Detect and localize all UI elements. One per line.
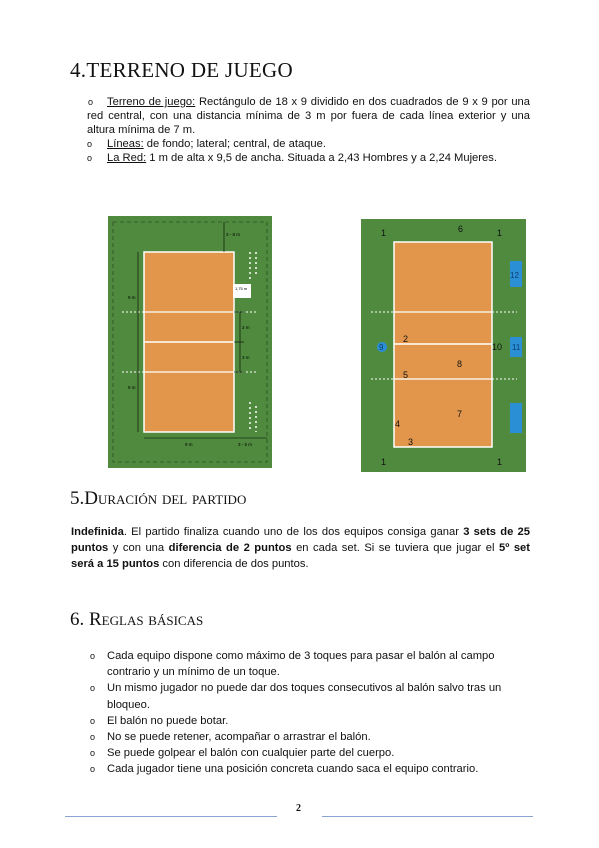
text-segment: con diferencia de dos puntos. bbox=[159, 558, 309, 570]
list-item bbox=[87, 95, 530, 137]
text-segment: y con una bbox=[108, 542, 169, 554]
corner-label: 1 bbox=[497, 457, 503, 467]
width-label: 9 m bbox=[185, 442, 193, 447]
list-item bbox=[87, 137, 530, 151]
item-label: Líneas: bbox=[107, 138, 144, 150]
bottom-free-label: 3 - 5 m bbox=[238, 442, 253, 447]
footer-divider-left bbox=[65, 816, 277, 817]
rule-text: No se puede retener, acompañar o arrastrar el balón. bbox=[107, 731, 371, 744]
position-label: 8 bbox=[457, 359, 463, 369]
corner-label: 1 bbox=[497, 228, 503, 238]
bold-term: diferencia de 2 puntos bbox=[168, 542, 292, 554]
list-item bbox=[90, 761, 530, 777]
bullet-o: o bbox=[90, 748, 96, 759]
basic-rules-list bbox=[90, 648, 530, 778]
position-label: 10 bbox=[492, 342, 503, 352]
position-label: 3 bbox=[408, 437, 414, 447]
list-item bbox=[90, 713, 530, 729]
rule-text: Un mismo jugador no puede dar dos toques consecutivos al balón salvo tras un bloqueo. bbox=[107, 682, 502, 711]
bullet-o: o bbox=[90, 732, 96, 743]
bullet-o: o bbox=[90, 715, 96, 726]
position-label: 12 bbox=[510, 271, 519, 280]
list-item bbox=[87, 151, 530, 165]
list-item bbox=[90, 648, 530, 680]
page-number: 2 bbox=[296, 803, 301, 814]
item-text: Rectángulo de 18 x 9 dividido en dos cuadrados de 9 x 9 por una red central, con una distancia mínima de 3 m por fuera de cada línea exterior y una altura mínima de 7 m. bbox=[87, 96, 530, 136]
field-rules-list bbox=[87, 95, 530, 165]
half-top-label: 9 m bbox=[128, 295, 136, 300]
list-item bbox=[90, 729, 530, 745]
bullet-o: o bbox=[88, 97, 94, 107]
attack-label-2: 3 m bbox=[242, 355, 250, 360]
corner-label: 1 bbox=[381, 228, 387, 238]
section-4-title: 4.TERRENO DE JUEGO bbox=[70, 58, 293, 82]
position-label: 6 bbox=[458, 224, 464, 234]
section-5-title: 5.Duración del partido bbox=[70, 488, 247, 509]
corner-label: 1 bbox=[381, 457, 387, 467]
list-item bbox=[90, 680, 530, 712]
position-label: 11 bbox=[512, 343, 521, 352]
footer-divider-right bbox=[322, 816, 533, 817]
half-bottom-label: 9 m bbox=[128, 385, 136, 390]
position-label: 7 bbox=[457, 409, 463, 419]
court-positions-diagram bbox=[361, 219, 526, 472]
list-item bbox=[90, 745, 530, 761]
bullet-o: o bbox=[87, 153, 93, 163]
bold-term: 3 sets de 25 puntos bbox=[71, 526, 530, 554]
item-label: La Red: bbox=[107, 152, 147, 164]
rule-text: El balón no puede botar. bbox=[107, 714, 229, 727]
bullet-o: o bbox=[90, 683, 96, 694]
position-label: 4 bbox=[395, 419, 401, 429]
rule-text: Cada jugador tiene una posición concreta cuando saca el equipo contrario. bbox=[107, 763, 479, 776]
item-text: de fondo; lateral; central, de ataque. bbox=[143, 138, 326, 150]
bullet-o: o bbox=[90, 651, 96, 661]
bullet-o: o bbox=[87, 139, 93, 149]
bench-bottom bbox=[510, 403, 522, 433]
attack-label: 3 m bbox=[242, 325, 250, 330]
section-6-title: 6. Reglas básicas bbox=[70, 609, 204, 630]
text-segment: en cada set. Si se tuviera que jugar el bbox=[291, 542, 499, 554]
rule-text: Cada equipo dispone como máximo de 3 toques para pasar el balón al campo contrario y un mínimo de un toque. bbox=[107, 650, 495, 679]
item-text: 1 m de alta x 9,5 de ancha. Situada a 2,43 Hombres y a 2,24 Mujeres. bbox=[146, 152, 497, 164]
court-dimensions-diagram bbox=[108, 216, 272, 468]
match-duration-paragraph bbox=[71, 524, 530, 572]
bullet-o: o bbox=[90, 764, 96, 775]
rule-text: Se puede golpear el balón con cualquier parte del cuerpo. bbox=[107, 747, 395, 760]
top-free-label: 3 - 8 m bbox=[226, 232, 241, 237]
position-label: 5 bbox=[403, 370, 409, 380]
position-label: 9 bbox=[379, 343, 384, 352]
text-segment: . El partido finaliza cuando uno de los dos equipos consiga ganar bbox=[123, 526, 464, 538]
bold-term: Indefinida bbox=[71, 526, 124, 538]
position-label: 2 bbox=[403, 334, 409, 344]
side-free-label: 1,75 m bbox=[235, 286, 248, 291]
bold-term: 5º set será a 15 puntos bbox=[71, 542, 530, 570]
item-label: Terreno de juego: bbox=[107, 96, 196, 108]
